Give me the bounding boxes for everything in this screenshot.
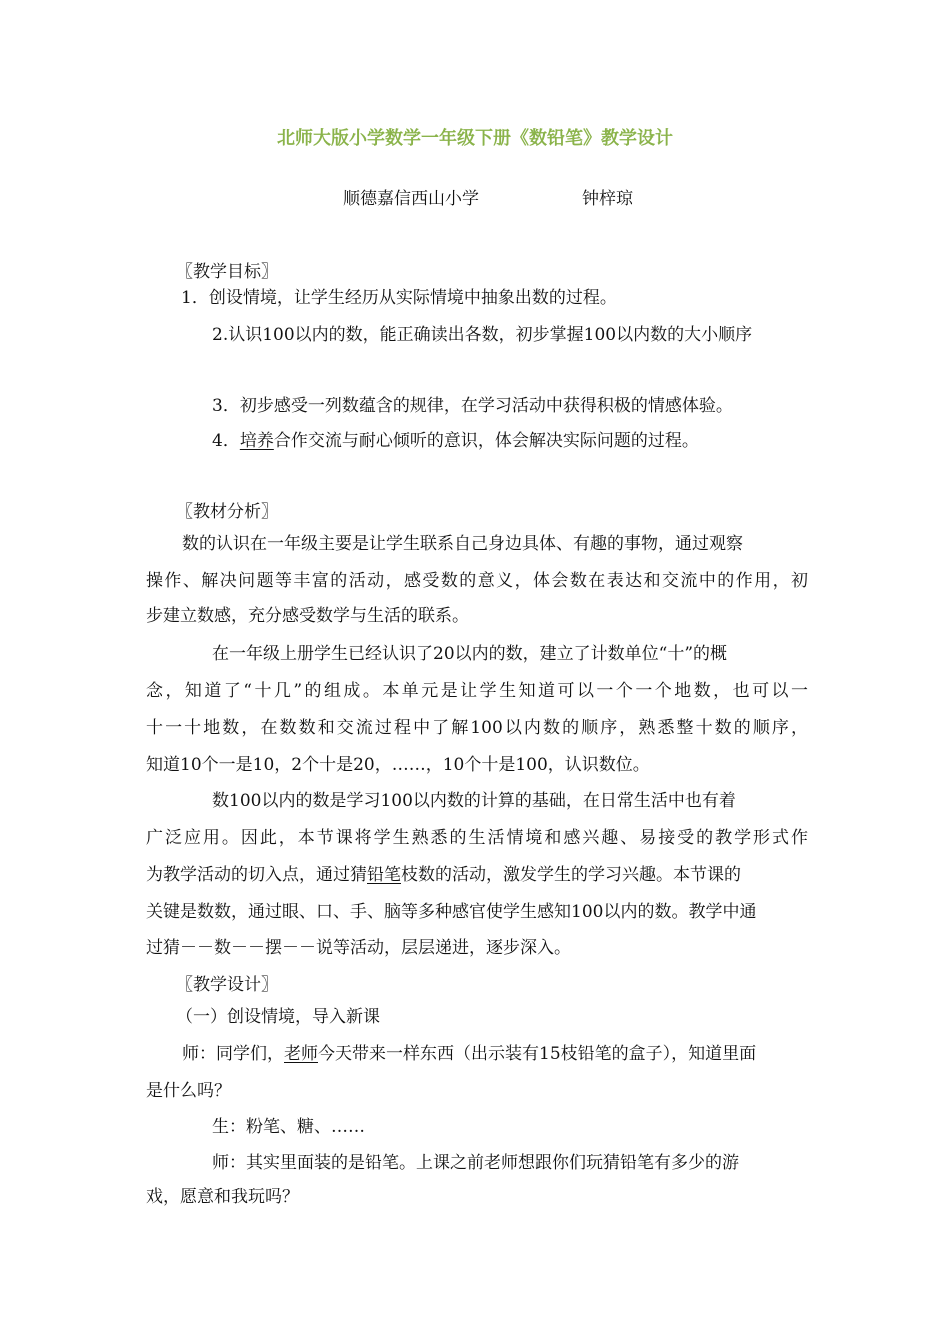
goal-item-4 xyxy=(212,429,699,453)
author-name: 钟梓琼 xyxy=(582,189,633,209)
analysis-heading: 〖教材分析〗 xyxy=(176,502,278,522)
analysis-p2-line-1: 在一年级上册学生已经认识了20以内的数，建立了计数单位“十”的概 xyxy=(212,644,728,664)
dialogue-teacher-2: 师：其实里面装的是铅笔。上课之前老师想跟你们玩猜铅笔有多少的游 xyxy=(212,1153,739,1173)
school-name: 顺德嘉信西山小学 xyxy=(343,189,479,209)
goal-item-2: 2.认识100以内的数，能正确读出各数，初步掌握100以内数的大小顺序 xyxy=(212,325,753,345)
goal-item-4-underlined: 培养 xyxy=(239,431,274,451)
analysis-p2-line-4: 知道10个一是10，2个十是20，……，10个十是100，认识数位。 xyxy=(146,755,650,775)
analysis-p3-line-1: 数100以内的数是学习100以内数的计算的基础，在日常生活中也有着 xyxy=(212,791,736,811)
analysis-p1-line-2: 操作、解决问题等丰富的活动，感受数的意义，体会数在表达和交流中的作用，初 xyxy=(146,571,808,591)
analysis-p3-line-2: 广泛应用。因此，本节课将学生熟悉的生活情境和感兴趣、易接受的教学形式作 xyxy=(146,828,808,848)
analysis-p1-line-1: 数的认识在一年级主要是让学生联系自己身边具体、有趣的事物，通过观察 xyxy=(182,534,743,554)
analysis-p3-line-4: 关键是数数，通过眼、口、手、脑等多种感官使学生感知100以内的数。教学中通 xyxy=(146,902,757,922)
analysis-p3-line-3-underlined: 铅笔 xyxy=(367,865,401,885)
goal-item-4-rest: 合作交流与耐心倾听的意识，体会解决实际问题的过程。 xyxy=(273,431,699,451)
dialogue-teacher-2-line-2: 戏，愿意和我玩吗？ xyxy=(146,1187,299,1207)
dialogue-teacher-1 xyxy=(182,1042,756,1066)
dialogue-teacher-1-a: 师：同学们， xyxy=(182,1044,284,1064)
design-section-1: （一）创设情境，导入新课 xyxy=(176,1007,380,1027)
dialogue-teacher-1-underlined: 老师 xyxy=(284,1044,318,1064)
analysis-p3-line-3 xyxy=(146,863,741,887)
goal-item-4-prefix: 4． xyxy=(212,431,240,451)
dialogue-student-1: 生：粉笔、糖、…… xyxy=(212,1117,365,1137)
analysis-p3-line-5: 过猜－－数－－摆－－说等活动，层层递进，逐步深入。 xyxy=(146,938,571,958)
analysis-p3-line-3-a: 为教学活动的切入点，通过猜 xyxy=(146,865,367,885)
goal-item-1: 1．创设情境，让学生经历从实际情境中抽象出数的过程。 xyxy=(181,288,617,308)
dialogue-teacher-1-line-2: 是什么吗？ xyxy=(146,1081,231,1101)
goals-heading: 〖教学目标〗 xyxy=(176,262,278,282)
document-title: 北师大版小学数学一年级下册《数铅笔》教学设计 xyxy=(277,128,673,149)
design-heading: 〖教学设计〗 xyxy=(176,975,278,995)
goal-item-3: 3．初步感受一列数蕴含的规律，在学习活动中获得积极的情感体验。 xyxy=(212,396,733,416)
analysis-p3-line-3-b: 枝数的活动，激发学生的学习兴趣。本节课的 xyxy=(401,865,741,885)
analysis-p1-line-3: 步建立数感，充分感受数学与生活的联系。 xyxy=(146,606,469,626)
analysis-p2-line-3: 十一十地数，在数数和交流过程中了解100以内数的顺序，熟悉整十数的顺序， xyxy=(146,718,808,738)
analysis-p2-line-2: 念，知道了“十几”的组成。本单元是让学生知道可以一个一个地数，也可以一 xyxy=(146,681,808,701)
dialogue-teacher-1-b: 今天带来一样东西（出示装有15枝铅笔的盒子），知道里面 xyxy=(318,1044,757,1064)
